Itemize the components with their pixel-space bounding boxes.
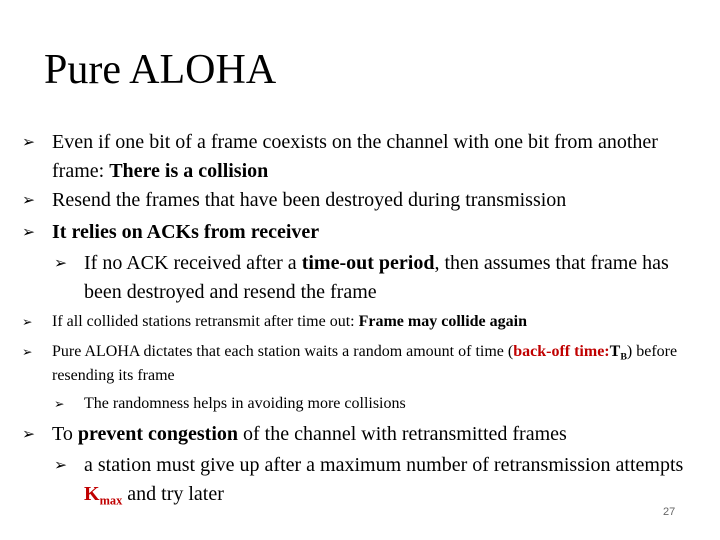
arrow-bullet-icon: ➢ [22,344,33,359]
subbullet-randomness: ➢ The randomness helps in avoiding more collisions [54,392,704,416]
subbullet-give-up: ➢ a station must give up after a maximum number of retransmission attempts $K_{max}$ and try later [54,451,704,509]
subbullet-timeout: ➢ If no ACK received after a time-out period, then assumes that frame has been destroyed and resend the frame [54,249,704,307]
arrow-bullet-icon: ➢ [54,254,68,272]
arrow-bullet-icon: ➢ [22,314,33,329]
bullet-prevent-congestion: ➢ To prevent congestion of the channel with retransmitted frames [22,420,712,449]
arrow-bullet-icon: ➢ [22,223,36,241]
arrow-bullet-icon: ➢ [22,425,36,443]
bullet-relies-on-acks: ➢ It relies on ACKs from receiver [22,218,712,247]
arrow-bullet-icon: ➢ [22,191,36,209]
backoff-term: back-off time: [513,343,610,360]
bullet-resend-frames: ➢ Resend the frames that have been destroyed during transmission [22,186,712,215]
bullet-backoff-time: ➢ Pure ALOHA dictates that each station waits a random amount of time (back-off $time:T_B$) before resending its frame [22,340,712,388]
kmax-term: K [84,483,100,505]
slide-title: Pure ALOHA [44,47,277,93]
bullet-collide-again: ➢ If all collided stations retransmit after time out: Frame may collide again [22,310,712,334]
arrow-bullet-icon: ➢ [54,396,65,411]
page-number: 27 [663,506,676,518]
bullet-collision-definition: ➢ Even if one bit of a frame coexists on the channel with one bit from another frame: There is a collision [22,128,712,186]
arrow-bullet-icon: ➢ [54,456,68,474]
arrow-bullet-icon: ➢ [22,133,36,151]
